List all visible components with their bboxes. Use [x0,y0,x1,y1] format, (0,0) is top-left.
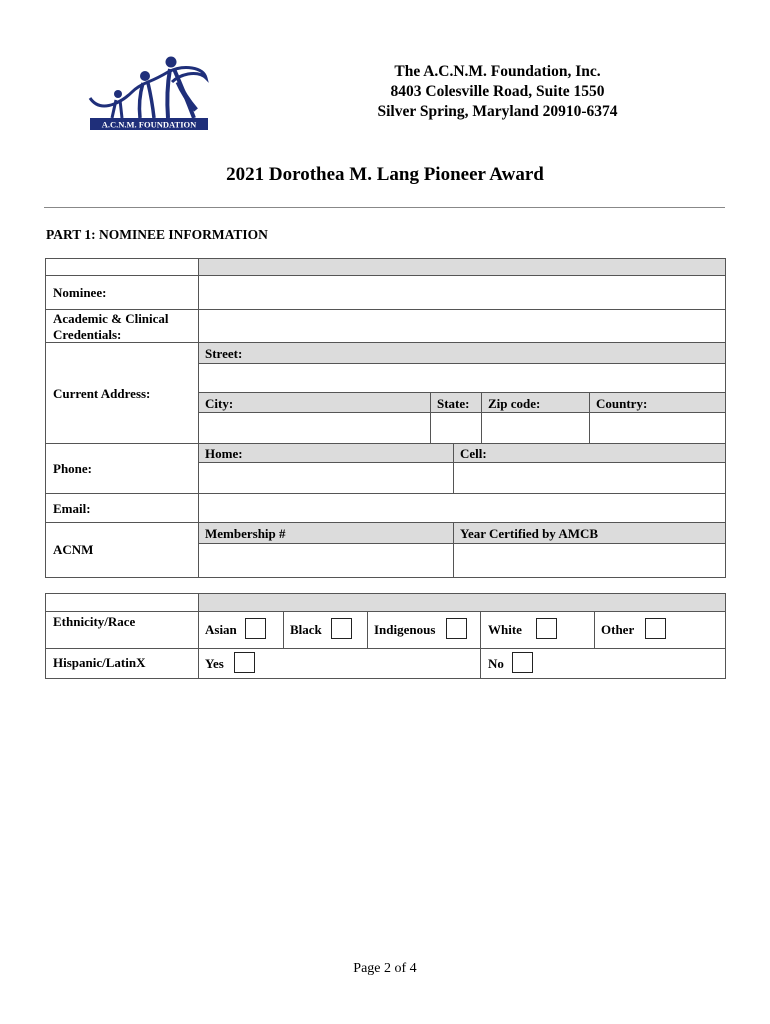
zip-label: Zip code: [488,396,541,411]
indigenous-checkbox[interactable] [446,618,467,639]
credentials-label-line1: Academic & Clinical [53,311,169,326]
city-field[interactable] [199,413,430,443]
column-divider [367,612,368,648]
credentials-label [53,311,169,343]
other-checkbox[interactable] [645,618,666,639]
home-phone-field[interactable] [199,463,453,493]
indigenous-label: Indigenous [374,622,436,637]
row-divider [45,611,726,612]
phone-label: Phone: [53,461,92,476]
year-certified-label: Year Certified by AMCB [460,526,599,541]
yes-checkbox[interactable] [234,652,255,673]
white-label: White [488,622,522,637]
credentials-label-line2: Credentials: [53,327,122,342]
column-divider [283,612,284,648]
country-label: Country: [596,396,648,411]
ethnicity-label: Ethnicity/Race [53,614,136,629]
email-label: Email: [53,501,91,516]
logo-text: A.C.N.M. FOUNDATION [101,119,197,130]
no-label: No [488,656,504,671]
page-number: Page 2 of 4 [353,961,417,976]
street-field[interactable] [199,364,725,392]
table-header-band [199,594,725,611]
membership-field[interactable] [199,544,453,577]
table-header-band [199,259,725,275]
street-label: Street: [205,346,243,361]
org-name: The A.C.N.M. Foundation, Inc. [394,63,601,80]
other-label: Other [601,622,635,637]
black-checkbox[interactable] [331,618,352,639]
country-field[interactable] [590,413,725,443]
cell-phone-field[interactable] [454,463,725,493]
city-label: City: [205,396,234,411]
asian-checkbox[interactable] [245,618,266,639]
yes-label: Yes [205,656,224,671]
page-title: 2021 Dorothea M. Lang Pioneer Award [226,164,544,185]
white-checkbox[interactable] [536,618,557,639]
org-address-block [340,62,655,122]
column-divider [594,612,595,648]
address-line-2: Silver Spring, Maryland 20910-6374 [377,103,618,120]
black-label: Black [290,622,322,637]
title-divider [44,207,725,208]
cell-label: Cell: [460,446,487,461]
zip-field[interactable] [482,413,589,443]
acnm-foundation-logo [88,52,210,132]
acnm-label: ACNM [53,542,94,557]
nominee-field[interactable] [199,276,725,309]
asian-label: Asian [205,622,237,637]
column-divider [198,593,199,679]
section-heading: PART 1: NOMINEE INFORMATION [46,227,268,242]
home-label: Home: [205,446,243,461]
address-line-1: 8403 Colesville Road, Suite 1550 [390,83,605,100]
column-divider [480,612,481,678]
year-certified-field[interactable] [454,544,725,577]
no-checkbox[interactable] [512,652,533,673]
hispanic-label: Hispanic/LatinX [53,655,146,670]
state-field[interactable] [431,413,481,443]
credentials-field[interactable] [199,310,725,342]
membership-label: Membership # [205,526,286,541]
email-field[interactable] [199,494,725,522]
street-header [199,343,725,363]
state-label: State: [437,396,470,411]
nominee-label: Nominee: [53,285,107,300]
current-address-label: Current Address: [53,386,151,401]
row-divider [45,648,726,649]
